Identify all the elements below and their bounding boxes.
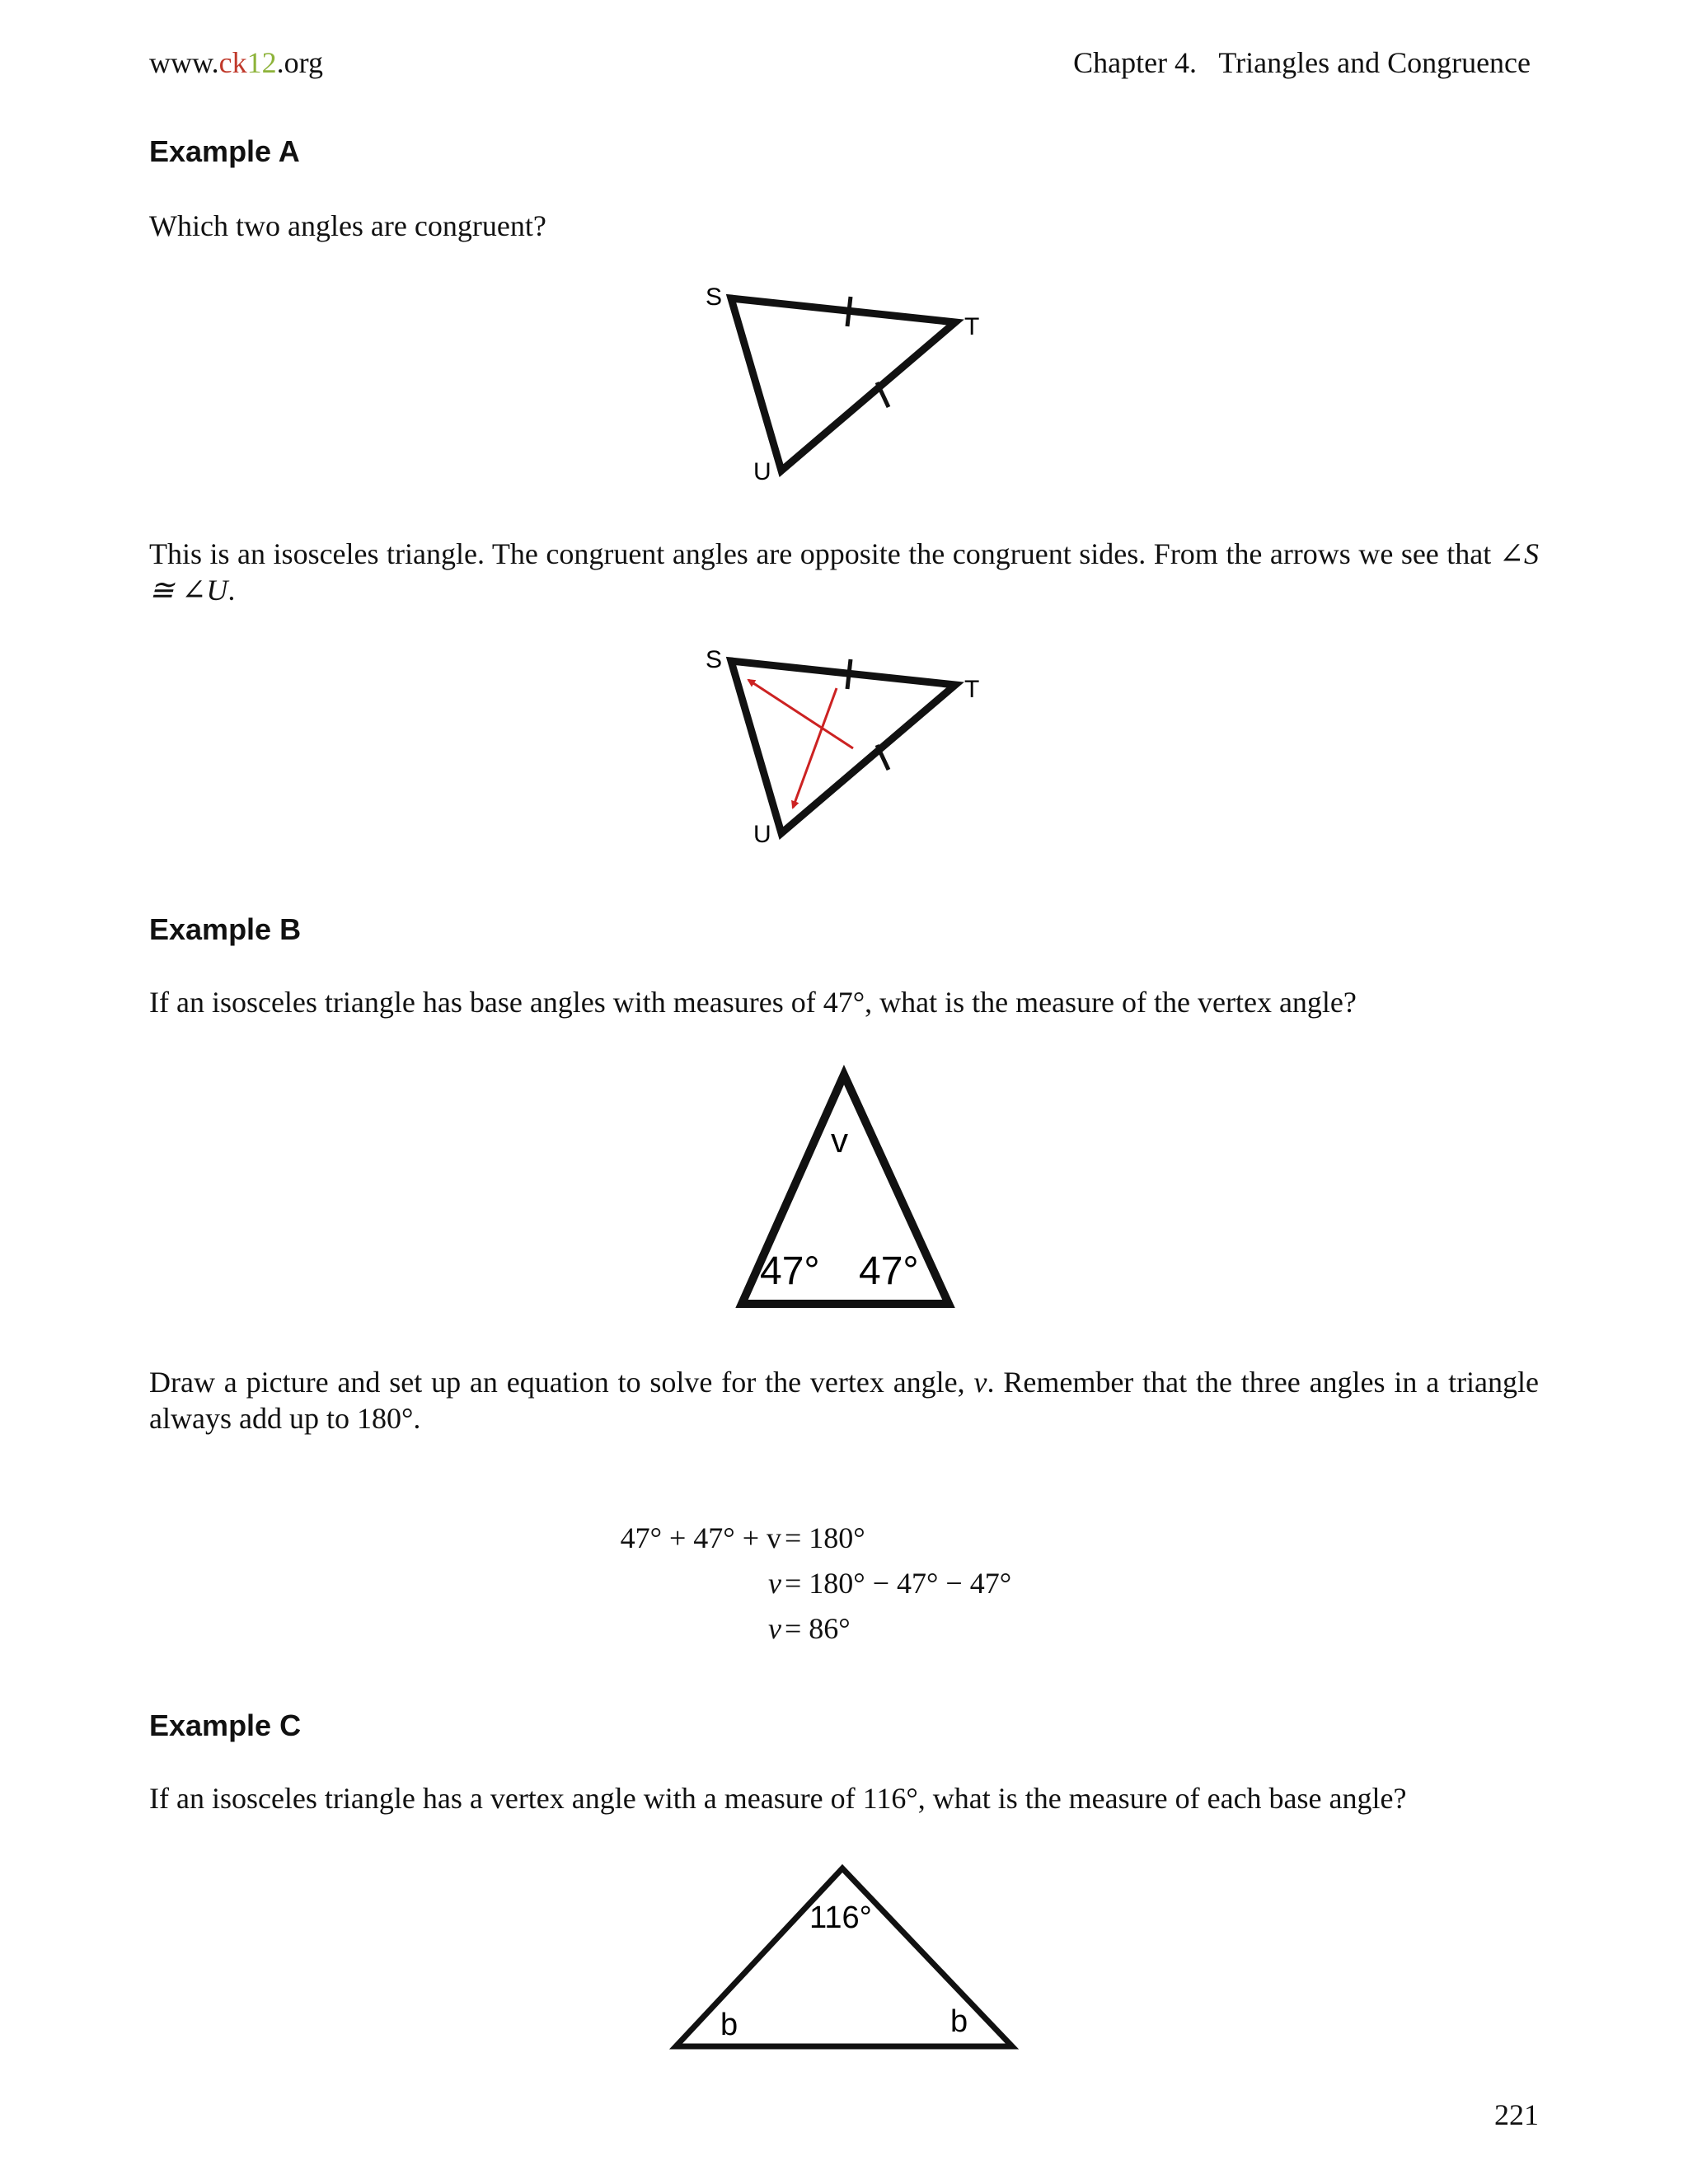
triangle-stu [731,298,955,471]
vertex-label-s: S [706,284,723,311]
example-b-heading: Example B [149,912,302,946]
vertex-label-u: U [753,821,771,848]
url-suffix: .org [276,46,323,79]
example-a-question: Which two angles are congruent? [149,209,546,242]
base-angle-left-label: 47° [760,1249,820,1293]
url-12: 12 [246,46,277,79]
vertex-label-s: S [706,646,723,673]
triangle-stu-arrows [731,661,955,833]
explanation-period: . [227,574,236,607]
equation-1-left: 47° + 47° + v [620,1521,781,1554]
vertex-angle-label: v [831,1121,848,1160]
arrow-to-angle-s [748,680,853,748]
vertex-label-t: T [964,676,980,703]
page-number: 221 [1494,2098,1539,2131]
example-b-figure [725,1063,964,1310]
example-a-figure-with-arrows [692,643,1022,857]
tick-mark-st [847,297,851,326]
url-prefix: www. [149,46,219,79]
example-a-heading: Example A [149,134,300,168]
vertex-label-u: U [753,458,771,485]
equation-3-right: = 86° [785,1612,851,1645]
tick-mark-st [847,659,851,689]
equation-2-right: = 180° − 47° − 47° [785,1567,1012,1600]
example-b-instruction [149,1364,1539,1436]
equation-3-left: v [768,1612,781,1645]
instruction-part1: Draw a picture and set up an equation to solve for the vertex angle, [149,1366,965,1399]
explanation-text: This is an isosceles triangle. The congruent angles are opposite the congruent sides. From the arrows we see that [149,537,1492,570]
site-url[interactable] [149,45,323,80]
equation-2-left: v [768,1567,781,1600]
url-ck: ck [218,46,247,79]
example-b-question: If an isosceles triangle has base angles with measures of 47°, what is the measure of the vertex angle? [149,986,1357,1019]
vertex-label-t: T [964,313,980,340]
vertex-angle-label: 116° [809,1900,872,1935]
instruction-variable: v [973,1366,987,1399]
instruction-part2: . Remember that the three angles in a triangle always add up to 180°. [149,1366,1540,1435]
base-angle-right-label: 47° [859,1249,919,1293]
congruence-statement: ∠S ≅ ∠U [149,537,1539,607]
base-angle-right-label: b [950,2004,968,2039]
base-angle-left-label: b [720,2008,738,2042]
example-c-question: If an isosceles triangle has a vertex angle with a measure of 116°, what is the measure of each base angle? [149,1782,1407,1815]
example-c-heading: Example C [149,1708,302,1742]
example-c-figure [668,1858,1022,2056]
chapter-title: Chapter 4. Triangles and Congruence [1073,46,1531,79]
example-a-figure [692,280,1022,494]
equation-1-right: = 180° [785,1521,865,1554]
example-a-explanation [149,536,1539,608]
